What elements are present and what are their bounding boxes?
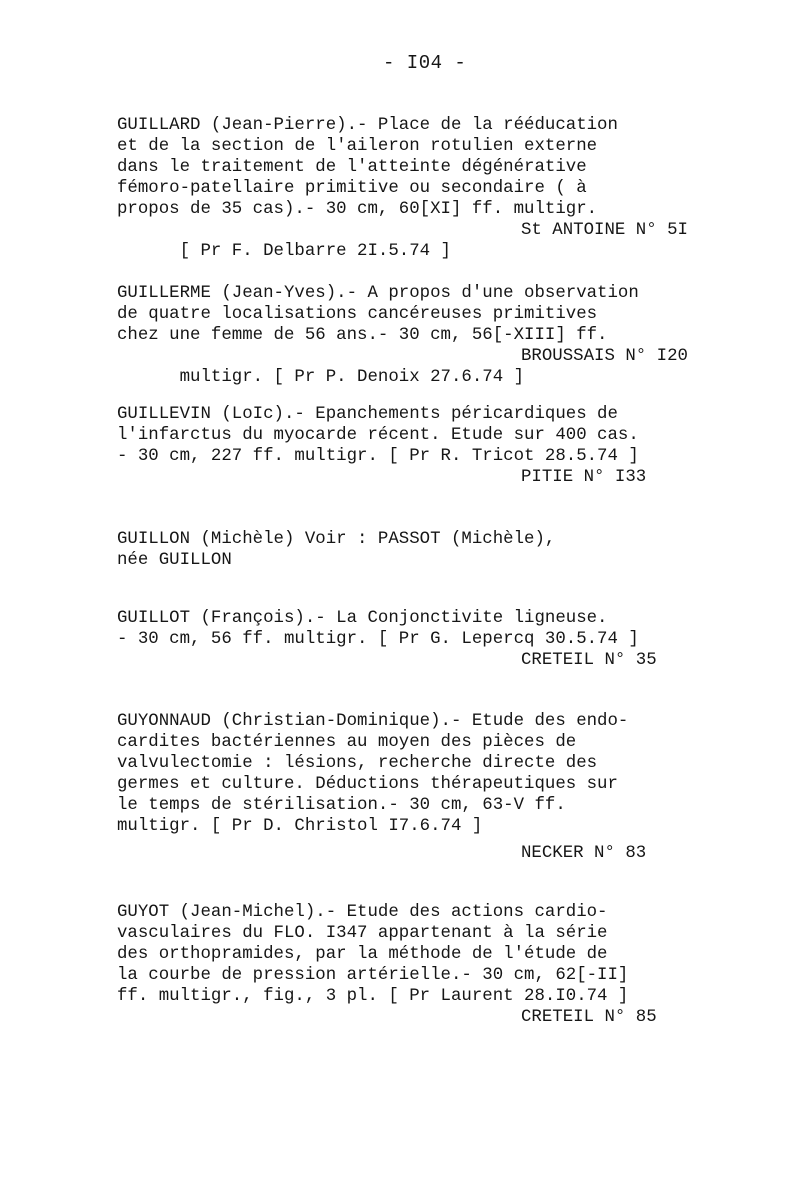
entry-line: la courbe de pression artérielle.- 30 cm, 62[-II] <box>117 966 629 985</box>
entry-line: et de la section de l'aileron rotulien externe <box>117 137 598 156</box>
entry-line: née GUILLON <box>117 551 232 570</box>
entry-line: GUILLERME (Jean-Yves).- A propos d'une observation <box>117 284 639 303</box>
bibliography-entry <box>117 115 692 261</box>
bibliography-entry <box>117 283 692 387</box>
entry-line: GUILLON (Michèle) Voir : PASSOT (Michèle), <box>117 530 556 549</box>
entry-line: - 30 cm, 56 ff. multigr. [ Pr G. Lepercq 30.5.74 ] <box>117 630 639 649</box>
entry-line: valvulectomie : lésions, recherche directe des <box>117 754 598 773</box>
entry-location: PITIE N° I33 <box>521 468 647 487</box>
bibliography-entry <box>117 608 692 671</box>
entry-last-line <box>117 346 692 387</box>
entry-line: GUYONNAUD (Christian-Dominique).- Etude des endo- <box>117 712 629 731</box>
entry-location: St ANTOINE N° 5I <box>521 221 688 240</box>
entry-last-line <box>117 220 692 261</box>
entry-location-line <box>117 650 692 671</box>
entry-location: CRETEIL N° 85 <box>521 1008 657 1027</box>
entry-location: CRETEIL N° 35 <box>521 651 657 670</box>
entry-location-line <box>117 843 692 864</box>
entry-line: l'infarctus du myocarde récent. Etude sur 400 cas. <box>117 426 639 445</box>
entry-line: GUILLARD (Jean-Pierre).- Place de la rééducation <box>117 116 618 135</box>
entry-line: propos de 35 cas).- 30 cm, 60[XI] ff. multigr. <box>117 200 598 219</box>
bibliography-entry <box>117 711 692 864</box>
entry-line: vasculaires du FLO. I347 appartenant à la série <box>117 924 608 943</box>
entry-location: BROUSSAIS N° I20 <box>521 347 688 366</box>
bibliography-entry <box>117 902 692 1028</box>
entry-line: germes et culture. Déductions thérapeutiques sur <box>117 775 618 794</box>
entry-location: NECKER N° 83 <box>521 844 647 863</box>
entry-location-line <box>117 467 692 488</box>
entry-line: des orthopramides, par la méthode de l'étude de <box>117 945 608 964</box>
entry-line: chez une femme de 56 ans.- 30 cm, 56[-XIII] ff. <box>117 326 608 345</box>
entry-line: ff. multigr., fig., 3 pl. [ Pr Laurent 28.I0.74 ] <box>117 987 629 1006</box>
bibliography-entry <box>117 404 692 488</box>
entry-supervisor: [ Pr F. Delbarre 2I.5.74 ] <box>179 242 451 261</box>
entry-line: fémoro-patellaire primitive ou secondaire ( à <box>117 179 587 198</box>
entry-line: dans le traitement de l'atteinte dégénérative <box>117 158 587 177</box>
entry-line: cardites bactériennes au moyen des pièces de <box>117 733 577 752</box>
entry-line: multigr. [ Pr D. Christol I7.6.74 ] <box>117 817 483 836</box>
entry-line: le temps de stérilisation.- 30 cm, 63-V ff. <box>117 796 566 815</box>
entry-supervisor: multigr. [ Pr P. Denoix 27.6.74 ] <box>179 368 525 387</box>
entry-line: GUYOT (Jean-Michel).- Etude des actions cardio- <box>117 903 608 922</box>
entry-line: de quatre localisations cancéreuses primitives <box>117 305 598 324</box>
entry-line: - 30 cm, 227 ff. multigr. [ Pr R. Tricot 28.5.74 ] <box>117 447 639 466</box>
entry-location-line <box>117 1007 692 1028</box>
entry-line: GUILLEVIN (LoIc).- Epanchements péricardiques de <box>117 405 618 424</box>
page-number: - I04 - <box>383 52 467 74</box>
bibliography-entry <box>117 529 692 571</box>
entry-line: GUILLOT (François).- La Conjonctivite ligneuse. <box>117 609 608 628</box>
